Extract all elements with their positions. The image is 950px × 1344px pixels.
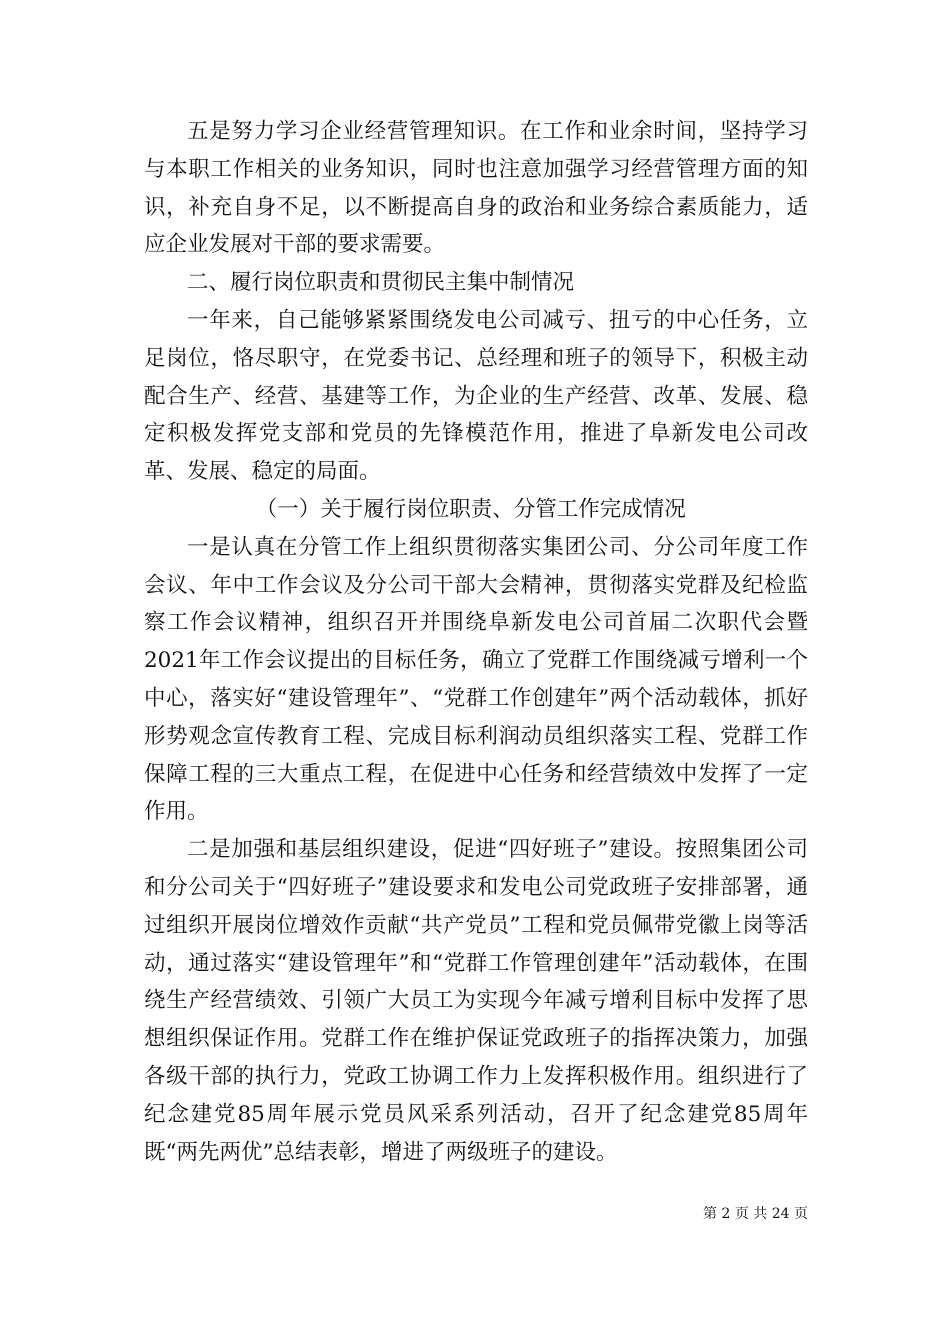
document-body xyxy=(144,113,808,1171)
paragraph-study-management: 五是努力学习企业经营管理知识。在工作和业余时间，坚持学习与本职工作相关的业务知识，同时也注意加强学习经营管理方面的知识，补充自身不足，以不断提高自身的政治和业务综合素质能力，适应企业发展对干部的要求需要。 xyxy=(144,119,808,258)
page-number-footer: 第 2 页 共 24 页 xyxy=(703,1206,808,1222)
paragraph-organization-building: 二是加强和基层组织建设，促进“四好班子”建设。按照集团公司和分公司关于“四好班子”建设要求和发电公司党政班子安排部署，通过组织开展岗位增效作贡献“共产党员”工程和党员佩带党徽上岗等活动，通过落实“建设管理年”和“党群工作管理创建年”活动载体，在围绕生产经营绩效、引领广大员工为实现今年减亏增利目标中发挥了思想组织保证作用。党群工作在维护保证党政班子的指挥决策力，加强各级干部的执行力，党政工协调工作力上发挥积极作用。组织进行了纪念建党85周年展示党员风采系列活动，召开了纪念建党85周年既“两先两优”总结表彰，增进了两级班子的建设。 xyxy=(144,837,808,1165)
subsection-heading-responsibilities: （一）关于履行岗位职责、分管工作完成情况 xyxy=(255,496,686,522)
paragraph-year-overview: 一年来，自己能够紧紧围绕发电公司减亏、扭亏的中心任务，立足岗位，恪尽职守，在党委书记、总经理和班子的领导下，积极主动配合生产、经营、基建等工作，为企业的生产经营、改革、发展、稳定积极发挥党支部和党员的先锋模范作用，推进了阜新发电公司改革、发展、稳定的局面。 xyxy=(144,307,808,485)
section-heading-duties: 二、履行岗位职责和贯彻民主集中制情况 xyxy=(187,270,575,296)
paragraph-implementation: 一是认真在分管工作上组织贯彻落实集团公司、分公司年度工作会议、年中工作会议及分公司干部大会精神，贯彻落实党群及纪检监察工作会议精神，组织召开并围绕阜新发电公司首届二次职代会暨2021年工作会议提出的目标任务，确立了党群工作围绕减亏增利一个中心，落实好“建设管理年”、“党群工作创建年”两个活动载体，抓好形势观念宣传教育工程、完成目标利润动员组织落实工程、党群工作保障工程的三大重点工程，在促进中心任务和经营绩效中发挥了一定作用。 xyxy=(144,534,808,825)
